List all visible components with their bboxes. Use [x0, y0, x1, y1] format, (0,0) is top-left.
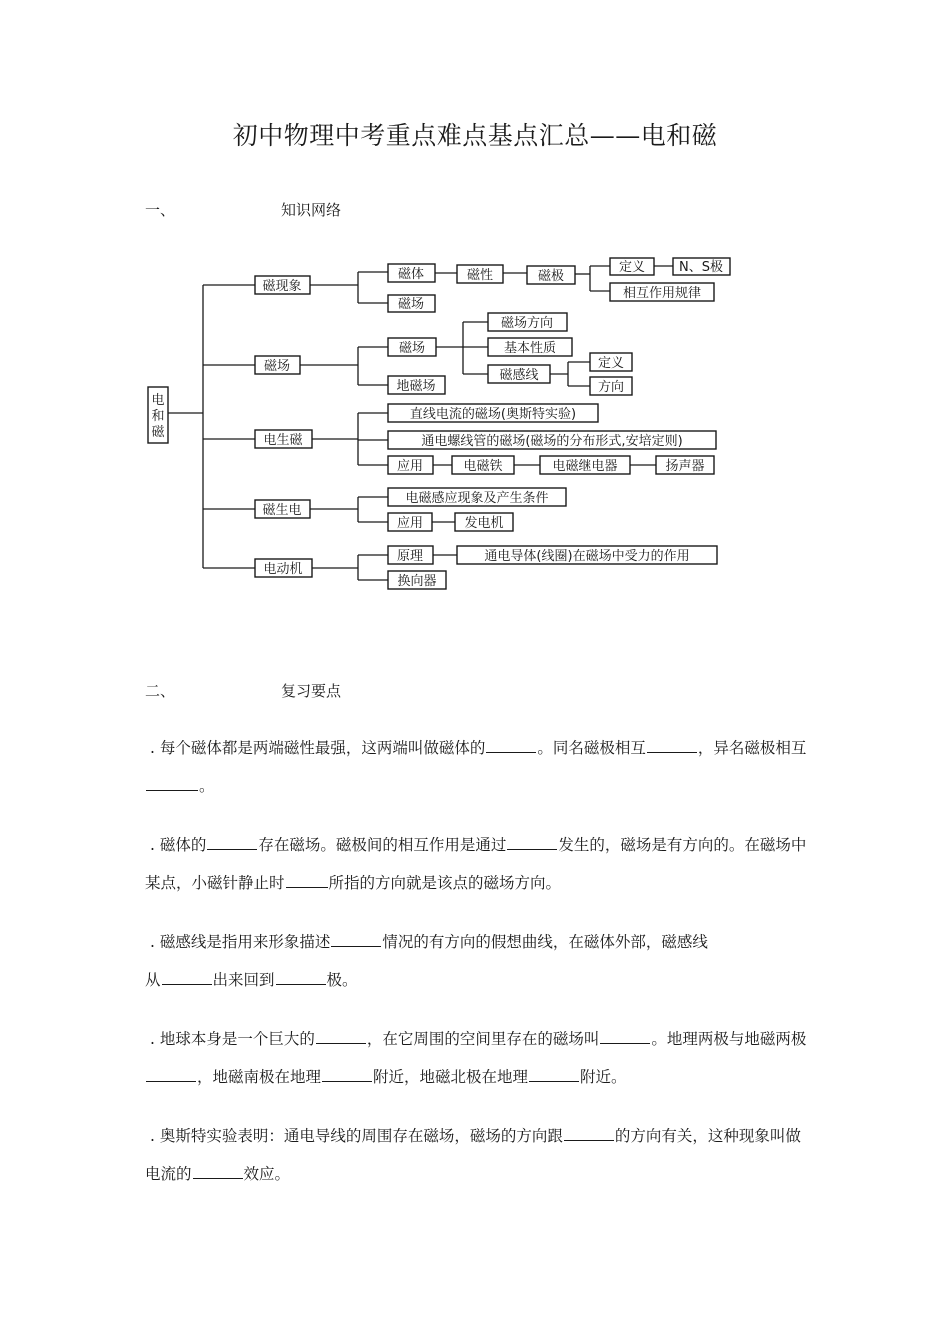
- node-magnetic-field-3: [388, 338, 436, 356]
- answer-blank[interactable]: [331, 929, 381, 947]
- node-electric-motor: [255, 559, 312, 577]
- node-ns-pole: [673, 258, 730, 275]
- node-direction: [590, 377, 632, 395]
- node-generator: [455, 513, 513, 531]
- section-1-title: 知识网络: [281, 201, 342, 219]
- svg-text:定义: 定义: [618, 260, 646, 275]
- review-point-4: . 地球本身是一个巨大的 ，在它周围的空间里存在的磁场叫 。地理两极与地磁两极，地磁南极在地理 附近，地磁北极在地理 附近。: [145, 1020, 807, 1096]
- root-char-3: 磁: [151, 425, 165, 440]
- svg-text:磁性: 磁性: [466, 268, 494, 283]
- svg-text:定义: 定义: [597, 356, 625, 371]
- svg-text:电磁感应现象及产生条件: 电磁感应现象及产生条件: [405, 491, 549, 506]
- svg-text:磁场: 磁场: [397, 297, 425, 312]
- node-commutator: [388, 571, 446, 589]
- svg-text:换向器: 换向器: [397, 574, 437, 589]
- svg-text:磁场: 磁场: [398, 341, 426, 356]
- node-magnet: [388, 264, 435, 282]
- svg-text:原理: 原理: [396, 549, 424, 564]
- svg-text:通电导体(线圈)在磁场中受力的作用: 通电导体(线圈)在磁场中受力的作用: [484, 549, 690, 564]
- node-straight-current-field: [388, 404, 598, 422]
- connector-lines: [168, 266, 673, 580]
- knowledge-network-diagram: [0, 0, 950, 640]
- svg-text:电动机: 电动机: [263, 562, 303, 577]
- node-definition-1: [610, 258, 654, 275]
- node-root: [148, 387, 168, 443]
- answer-blank[interactable]: [529, 1064, 579, 1082]
- svg-text:磁感线: 磁感线: [499, 368, 539, 383]
- review-point-5: . 奥斯特实验表明：通电导线的周围存在磁场，磁场的方向跟 的方向有关，这种现象叫做电流的 效应。: [145, 1117, 807, 1193]
- node-interaction-law: [610, 283, 714, 301]
- node-basic-property: [488, 338, 572, 356]
- node-magnetism-to-electricity: [255, 500, 310, 518]
- node-solenoid-field: [388, 431, 716, 449]
- svg-text:磁场方向: 磁场方向: [500, 316, 554, 331]
- node-magnetic-phenomena: [255, 276, 310, 294]
- review-point-3: . 磁感线是指用来形象描述 情况的有方向的假想曲线，在磁体外部，磁感线 从 出来回到 极。: [145, 923, 807, 999]
- page-title: 初中物理中考重点难点基点汇总——电和磁: [232, 121, 718, 150]
- answer-blank[interactable]: [193, 1161, 243, 1179]
- node-em-induction: [388, 488, 566, 506]
- answer-blank[interactable]: [146, 1064, 196, 1082]
- answer-blank[interactable]: [600, 1026, 650, 1044]
- svg-text:电磁铁: 电磁铁: [463, 459, 503, 474]
- node-electromagnet: [452, 456, 514, 474]
- svg-text:扬声器: 扬声器: [665, 459, 705, 474]
- review-point-2: . 磁体的 存在磁场。磁极间的相互作用是通过 发生的，磁场是有方向的。在磁场中某点，小磁针静止时 所指的方向就是该点的磁场方向。: [145, 826, 807, 902]
- answer-blank[interactable]: [564, 1123, 614, 1141]
- answer-blank[interactable]: [316, 1026, 366, 1044]
- svg-text:相互作用规律: 相互作用规律: [622, 286, 702, 301]
- section-1-number: 一、: [145, 201, 176, 219]
- answer-blank[interactable]: [322, 1064, 372, 1082]
- section-2-number: 二、: [145, 682, 176, 700]
- svg-text:发电机: 发电机: [464, 516, 504, 531]
- node-magnetic-field-2: [388, 295, 435, 312]
- svg-text:基本性质: 基本性质: [503, 341, 557, 356]
- node-field-lines: [488, 365, 550, 383]
- node-loudspeaker: [656, 456, 714, 474]
- svg-text:磁现象: 磁现象: [262, 279, 302, 294]
- svg-text:应用: 应用: [396, 459, 424, 474]
- review-point-1: . 每个磁体都是两端磁性最强，这两端叫做磁体的 。同名磁极相互 ，异名磁极相互。: [145, 729, 807, 805]
- node-magnetic-field: [255, 356, 300, 374]
- svg-text:通电螺线管的磁场(磁场的分布形式,安培定则): 通电螺线管的磁场(磁场的分布形式,安培定则): [421, 434, 683, 449]
- section-2-title: 复习要点: [281, 682, 342, 700]
- node-force-on-conductor: [457, 546, 717, 564]
- answer-blank[interactable]: [276, 967, 326, 985]
- answer-blank[interactable]: [162, 967, 212, 985]
- svg-text:地磁场: 地磁场: [396, 379, 436, 394]
- node-definition-2: [590, 353, 632, 371]
- answer-blank[interactable]: [647, 735, 697, 753]
- node-principle: [388, 546, 433, 564]
- svg-text:磁生电: 磁生电: [262, 503, 302, 518]
- node-application-2: [388, 513, 432, 531]
- svg-text:方向: 方向: [597, 380, 625, 395]
- answer-blank[interactable]: [286, 870, 328, 888]
- node-magnetism: [457, 265, 503, 283]
- svg-text:N、S极: N、S极: [679, 260, 723, 275]
- svg-text:直线电流的磁场(奥斯特实验): 直线电流的磁场(奥斯特实验): [409, 407, 577, 422]
- svg-text:电磁继电器: 电磁继电器: [552, 459, 618, 474]
- answer-blank[interactable]: [507, 832, 557, 850]
- answer-blank[interactable]: [486, 735, 536, 753]
- root-char-1: 电: [151, 393, 165, 408]
- node-magnetic-pole: [527, 266, 575, 284]
- node-electromagnetic-relay: [540, 456, 630, 474]
- node-application-1: [388, 456, 433, 474]
- svg-text:应用: 应用: [396, 516, 424, 531]
- svg-text:磁场: 磁场: [263, 359, 291, 374]
- answer-blank[interactable]: [207, 832, 257, 850]
- svg-text:磁极: 磁极: [537, 269, 565, 284]
- svg-text:电生磁: 电生磁: [263, 433, 303, 448]
- node-field-direction: [488, 313, 567, 331]
- svg-text:磁体: 磁体: [397, 267, 425, 282]
- root-char-2: 和: [151, 409, 165, 424]
- node-geomagnetic-field: [388, 376, 445, 394]
- answer-blank[interactable]: [146, 773, 198, 791]
- node-electricity-to-magnetism: [255, 430, 312, 448]
